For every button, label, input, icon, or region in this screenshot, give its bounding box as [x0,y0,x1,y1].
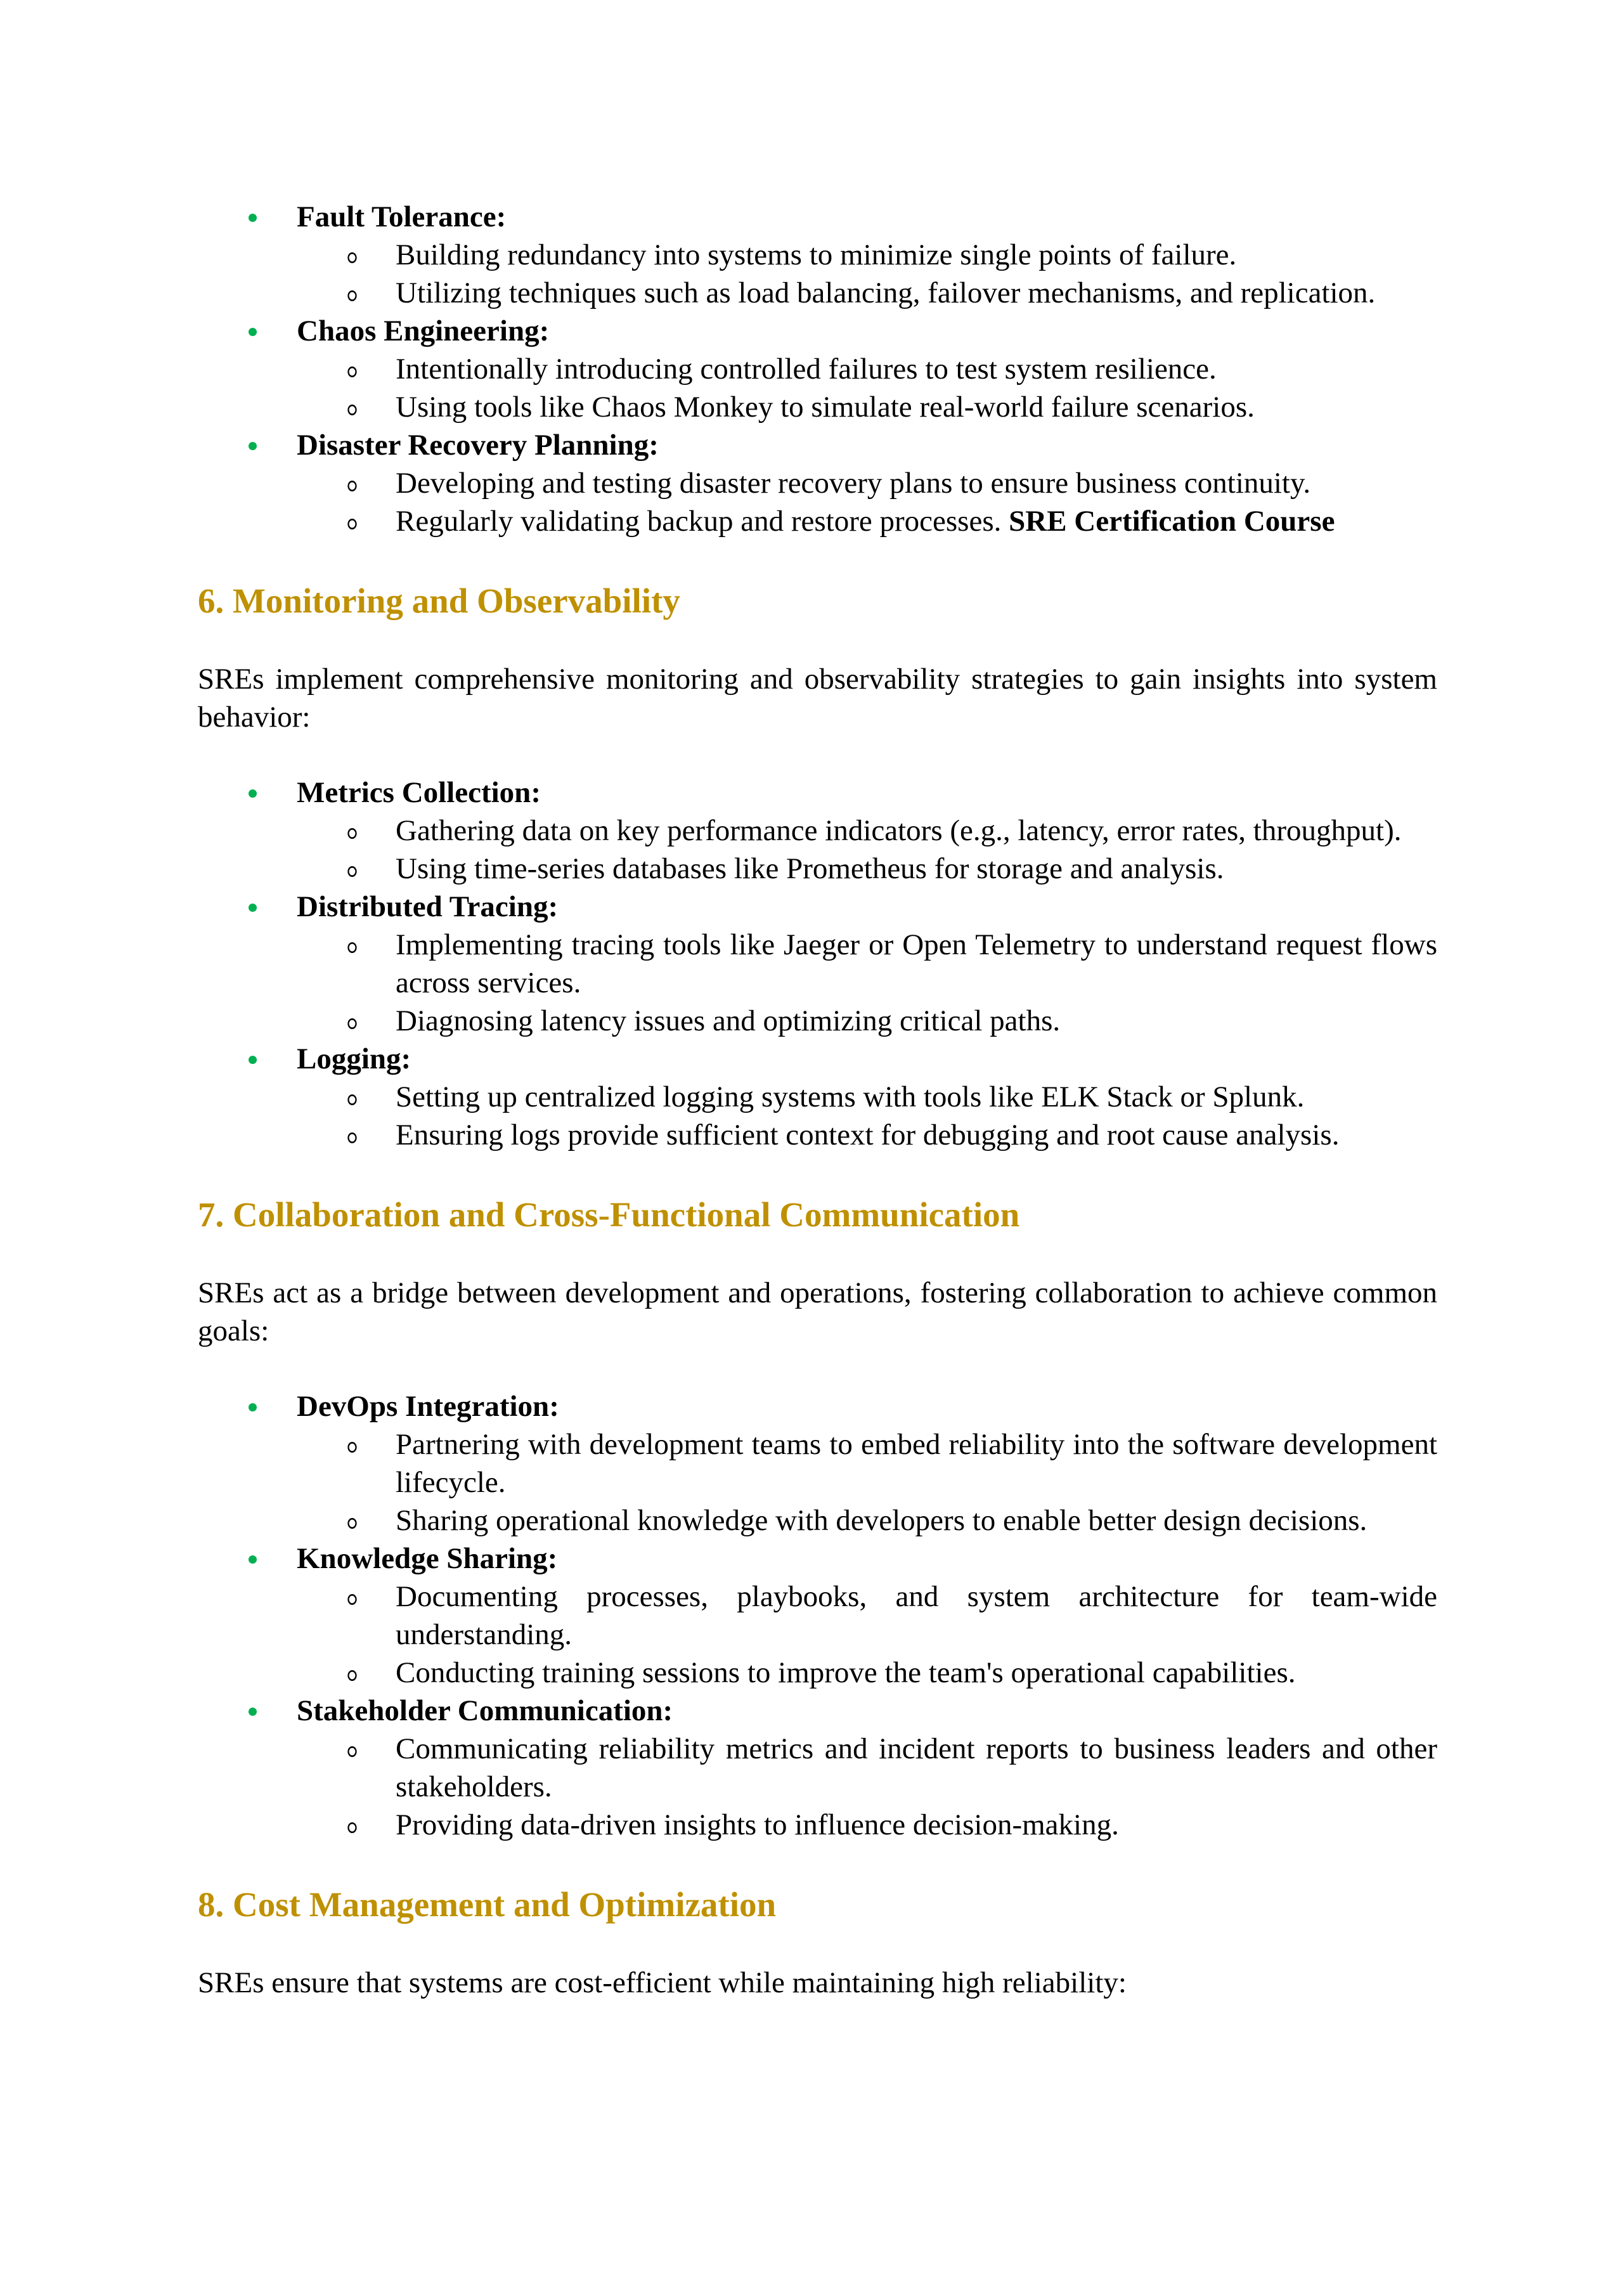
sub-list-item [198,1078,1437,1116]
sub-list-item [198,350,1437,388]
bullet-dot-icon [249,214,257,222]
section [198,198,1437,540]
sub-list-item [198,1730,1437,1806]
sub-item-text: Diagnosing latency issues and optimizing critical paths. [396,1004,1061,1037]
hollow-circle-bullet-icon [347,366,356,377]
sub-item-bold-text: SRE Certification Course [1009,505,1335,538]
hollow-circle-bullet-icon [347,290,356,301]
sub-item-text: Conducting training sessions to improve the team's operational capabilities. [396,1656,1296,1689]
hollow-circle-bullet-icon [347,1132,356,1143]
sub-item-text: Implementing tracing tools like Jaeger or Open Telemetry to understand request flows across services. [396,928,1437,999]
bullet-dot-icon [249,1555,257,1564]
sub-item-text: Providing data-driven insights to influence decision-making. [396,1808,1119,1841]
sub-list-item [198,1654,1437,1692]
sub-list-item [198,1501,1437,1540]
section-intro: SREs ensure that systems are cost-efficient while maintaining high reliability: [198,1966,1127,1999]
sub-list-item [198,274,1437,312]
list-item [198,1692,1437,1730]
sub-item-text: Sharing operational knowledge with developers to enable better design decisions. [396,1504,1368,1537]
sub-item-text: Using time-series databases like Prometheus for storage and analysis. [396,852,1224,885]
hollow-circle-bullet-icon [347,1822,356,1833]
bullet-list [198,1387,1437,1844]
sub-item-text: Intentionally introducing controlled failures to test system resilience. [396,353,1217,386]
section [198,1196,1437,1844]
hollow-circle-bullet-icon [347,1594,356,1605]
sub-list-item [198,1806,1437,1844]
list-item-label: Stakeholder Communication: [297,1694,673,1727]
sub-item-text: Gathering data on key performance indicators (e.g., latency, error rates, throughput). [396,814,1402,847]
bullet-dot-icon [249,789,257,798]
list-item [198,1540,1437,1578]
list-item [198,1040,1437,1078]
sub-list-item [198,464,1437,502]
sub-item-text: Utilizing techniques such as load balancing, failover mechanisms, and replication. [396,276,1376,309]
bullet-dot-icon [249,1708,257,1716]
sub-item-text: Partnering with development teams to embed reliability into the software development lifecycle. [396,1428,1437,1499]
hollow-circle-bullet-icon [347,828,356,839]
hollow-circle-bullet-icon [347,1670,356,1681]
bullet-dot-icon [249,442,257,450]
sub-list-item [198,502,1437,540]
list-item [198,1387,1437,1425]
sub-item-text: Regularly validating backup and restore processes. [396,505,1009,538]
list-item [198,312,1437,350]
sub-list-item [198,388,1437,426]
sub-list-item [198,812,1437,850]
bullet-list [198,198,1437,540]
section [198,582,1437,1154]
list-item [198,426,1437,464]
hollow-circle-bullet-icon [347,1442,356,1453]
list-item-label: Knowledge Sharing: [297,1542,558,1575]
bullet-dot-icon [249,1403,257,1411]
sub-item-text: Developing and testing disaster recovery plans to ensure business continuity. [396,467,1311,500]
sub-item-text: Ensuring logs provide sufficient context for debugging and root cause analysis. [396,1119,1340,1151]
section [198,1886,1437,2002]
hollow-circle-bullet-icon [347,942,356,953]
sub-item-text: Communicating reliability metrics and incident reports to business leaders and other stakeholders. [396,1732,1437,1803]
sub-list-item [198,850,1437,888]
sub-list-item [198,1002,1437,1040]
bullet-dot-icon [249,1056,257,1064]
hollow-circle-bullet-icon [347,1094,356,1105]
bullet-list [198,774,1437,1154]
bullet-dot-icon [249,904,257,912]
list-item [198,774,1437,812]
hollow-circle-bullet-icon [347,252,356,263]
sub-list-item [198,926,1437,1002]
sub-list-item [198,236,1437,274]
sub-list-item [198,1116,1437,1154]
hollow-circle-bullet-icon [347,1518,356,1529]
hollow-circle-bullet-icon [347,1018,356,1029]
hollow-circle-bullet-icon [347,481,356,491]
list-item-label: Fault Tolerance: [297,200,507,233]
hollow-circle-bullet-icon [347,405,356,415]
hollow-circle-bullet-icon [347,866,356,877]
section-heading: 7. Collaboration and Cross-Functional Communication [198,1195,1020,1234]
list-item-label: Distributed Tracing: [297,890,559,923]
section-intro: SREs implement comprehensive monitoring and observability strategies to gain insights into system behavior: [198,663,1437,734]
list-item-label: DevOps Integration: [297,1390,559,1423]
sub-item-text: Setting up centralized logging systems with tools like ELK Stack or Splunk. [396,1080,1305,1113]
sub-item-text: Using tools like Chaos Monkey to simulate real-world failure scenarios. [396,391,1255,424]
section-heading: 6. Monitoring and Observability [198,581,680,620]
sub-list-item [198,1578,1437,1654]
list-item [198,888,1437,926]
hollow-circle-bullet-icon [347,1746,356,1757]
list-item-label: Logging: [297,1042,411,1075]
section-intro: SREs act as a bridge between development and operations, fostering collaboration to achieve common goals: [198,1276,1437,1347]
list-item-label: Metrics Collection: [297,776,541,809]
list-item-label: Chaos Engineering: [297,315,550,347]
sub-list-item [198,1425,1437,1501]
list-item [198,198,1437,236]
sub-item-text: Building redundancy into systems to minimize single points of failure. [396,238,1237,271]
bullet-dot-icon [249,328,257,336]
list-item-label: Disaster Recovery Planning: [297,429,659,462]
section-heading: 8. Cost Management and Optimization [198,1885,777,1924]
hollow-circle-bullet-icon [347,519,356,529]
document-page [198,198,1437,2002]
sub-item-text: Documenting processes, playbooks, and system architecture for team-wide understanding. [396,1580,1437,1651]
